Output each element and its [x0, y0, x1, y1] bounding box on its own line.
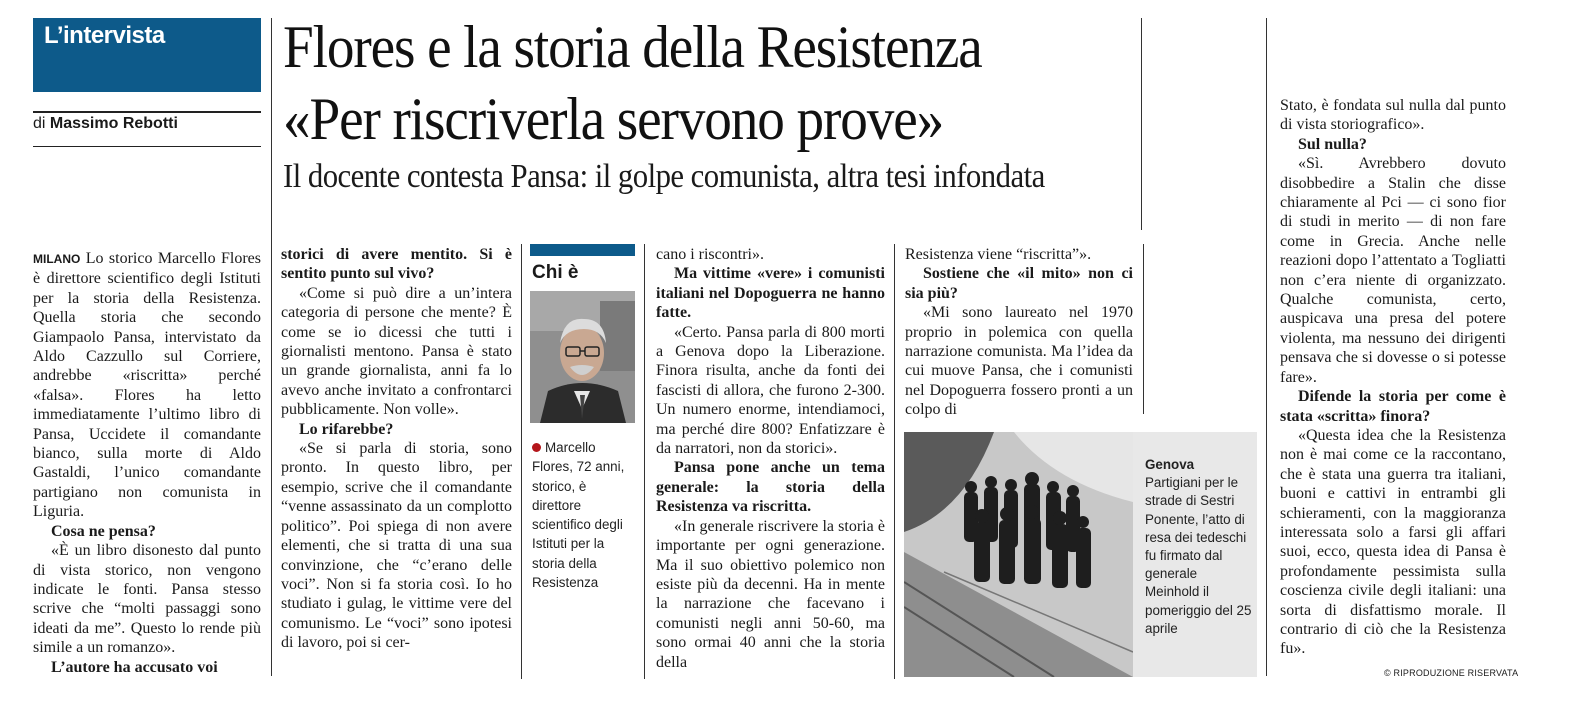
profile-title: Chi è	[532, 262, 579, 283]
column-divider	[644, 244, 645, 679]
article-paragraph: Resistenza viene “riscritta”».	[905, 246, 1092, 263]
interview-answer: «In generale riscrivere la storia è importante per ogni generazione. Ma il suo obiettivo polemico non esiste più da decenni. Ha in mente la narrazione che facevano i comunisti negli anni 50-60, ma sono ormai 40 anni che la storia della	[656, 517, 885, 671]
article-column-1	[33, 249, 261, 677]
headline-line-1: Flores e la storia della Resistenza	[283, 14, 982, 80]
column-divider	[1143, 244, 1144, 414]
article-column-4	[905, 245, 1133, 420]
interview-question: storici di avere mentito. Si è sentito punto sul vivo?	[281, 246, 512, 283]
byline	[33, 115, 178, 133]
column-divider	[1266, 18, 1267, 676]
article-paragraph	[33, 249, 261, 522]
headline-line-2: «Per riscriverla servono prove»	[283, 86, 944, 152]
column-divider	[521, 244, 522, 679]
paragraph-text: Lo storico Marcello Flores è direttore scientifico degli Istituti per la storia della Resistenza. Quella storia che secondo Giampaolo Pansa, intervistato da Aldo Cazzullo sul Corriere, andrebbe «riscritta» perché «falsa». Flores ha letto immediatamente l’ultimo libro di Pansa, Uccidete il comandante bianco, sulla morte di Aldo Gastaldi, l’unico comandante partigiano non comunista in Liguria.	[33, 250, 261, 521]
photo-illustration	[904, 432, 1133, 677]
profile-accent-bar	[530, 244, 635, 256]
interview-question: Ma vittime «vere» i comunisti italiani nel Dopoguerra ne hanno fatte.	[656, 265, 885, 322]
byline-author: Massimo Rebotti	[49, 115, 178, 132]
photo-caption-text: Partigiani per le strade di Sestri Ponente, l’atto di resa dei tedeschi fu firmato dal generale Meinhold il pomeriggio del 25 aprile	[1145, 475, 1252, 636]
article-paragraph: Stato, è fondata sul nulla dal punto di vista storiografico».	[1280, 97, 1506, 134]
photo-caption-place: Genova	[1145, 457, 1195, 472]
profile-bio-text: Marcello Flores, 72 anni, storico, è direttore scientifico degli Istituti per la storia della Resistenza	[532, 440, 625, 591]
profile-bio	[532, 438, 632, 592]
article-paragraph: cano i riscontri».	[656, 246, 764, 263]
column-divider	[894, 244, 895, 679]
column-divider	[271, 18, 272, 676]
article-column-3	[656, 245, 885, 672]
byline-prefix: di	[33, 115, 46, 132]
article-column-2	[281, 245, 512, 653]
copyright-notice: © RIPRODUZIONE RISERVATA	[1384, 668, 1519, 678]
section-label: L’intervista	[44, 22, 165, 49]
headline-divider	[1141, 18, 1142, 230]
dateline: MILANO	[33, 252, 81, 266]
interview-answer: «Certo. Pansa parla di 800 morti a Genova dopo la Liberazione. Finora risulta, anche da fonti dei fascisti di allora, che furono 2-300. Un numero enorme, intendiamoci, ma perché dire 800? Enfatizzare è da narratori, non da storici».	[656, 323, 885, 458]
interview-question: Lo rifarebbe?	[299, 420, 394, 438]
portrait-illustration	[530, 291, 635, 423]
interview-answer: «Sì. Avrebbero dovuto disobbedire a Stalin che disse chiaramente al Pci — ci sono fior di studi in merito — di non fare come in Grecia. Anche nelle reazioni dopo l’attentato a Togliatti non c’era niente di organizzato. Qualche comunista, certo, auspicava una presa del potere violenta, ma nessuno dei dirigenti pensava che si dovesse o si potesse fare».	[1280, 155, 1506, 386]
interview-answer: «Mi sono laureato nel 1970 proprio in polemica con quella narrazione comunista. Ma l’idea da cui muove Pansa, che i comunisti nel Dopoguerra fossero pronti a un colpo di	[905, 304, 1133, 419]
byline-rule-top	[33, 111, 261, 113]
interview-question: Cosa ne pensa?	[51, 522, 156, 540]
subheadline: Il docente contesta Pansa: il golpe comunista, altra tesi infondata	[283, 158, 1045, 195]
article-column-5	[1280, 96, 1506, 659]
interview-answer: «Questa idea che la Resistenza non è mai come ce la raccontano, che è stata una guerra tra italiani, buoni e cattivi in entrambi gli schieramenti, con la maggioranza interessata solo a farsi gli affari suoi, ecco, questa idea di Pansa è profondamente pessimista sulla coscienza civile degli italiani: una sorta di disfattismo morale. Il contrario di ciò che la Resistenza fu».	[1280, 426, 1506, 658]
byline-rule-bottom	[33, 146, 261, 147]
interview-answer: «Come si può dire a un’intera categoria di persone che mente? È come se io dicessi che tutti i giornalisti mentono. Pansa è stato un grande giornalista, anni fa lo avevo anche invitato a confrontarci pubblicamente. Non volle».	[281, 284, 512, 419]
interview-answer: «Se si parla di storia, sono pronto. In questo libro, per esempio, scrive che il comandante “venne assassinato da un complotto politico”. Poi spiega di non avere elementi, che si tratta di una sua convinzione, che “c’erano delle voci”. Non si fa storia così. Io ho studiato i gulag, le vittime vere del comunismo. Le “voci” sono ipotesi di lavoro, poi si cer-	[281, 440, 512, 652]
news-photo	[904, 432, 1133, 677]
interview-answer: «È un libro disonesto dal punto di vista storico, non vengono indicate le fonti. Pansa stesso scrive che “molti passaggi sono ideati da me”. Questo lo rende più simile a un romanzo».	[33, 542, 261, 657]
interview-question: Sul nulla?	[1298, 135, 1367, 153]
interview-question: Sostiene che «il mito» non ci sia più?	[905, 265, 1133, 302]
bullet-dot-icon	[532, 443, 541, 452]
interview-question: L’autore ha accusato voi	[51, 658, 218, 676]
photo-caption	[1145, 456, 1255, 638]
interview-question: Difende la storia per come è stata «scritta» finora?	[1280, 388, 1506, 425]
profile-portrait	[530, 291, 635, 423]
interview-question: Pansa pone anche un tema generale: la storia della Resistenza va riscritta.	[656, 459, 885, 516]
